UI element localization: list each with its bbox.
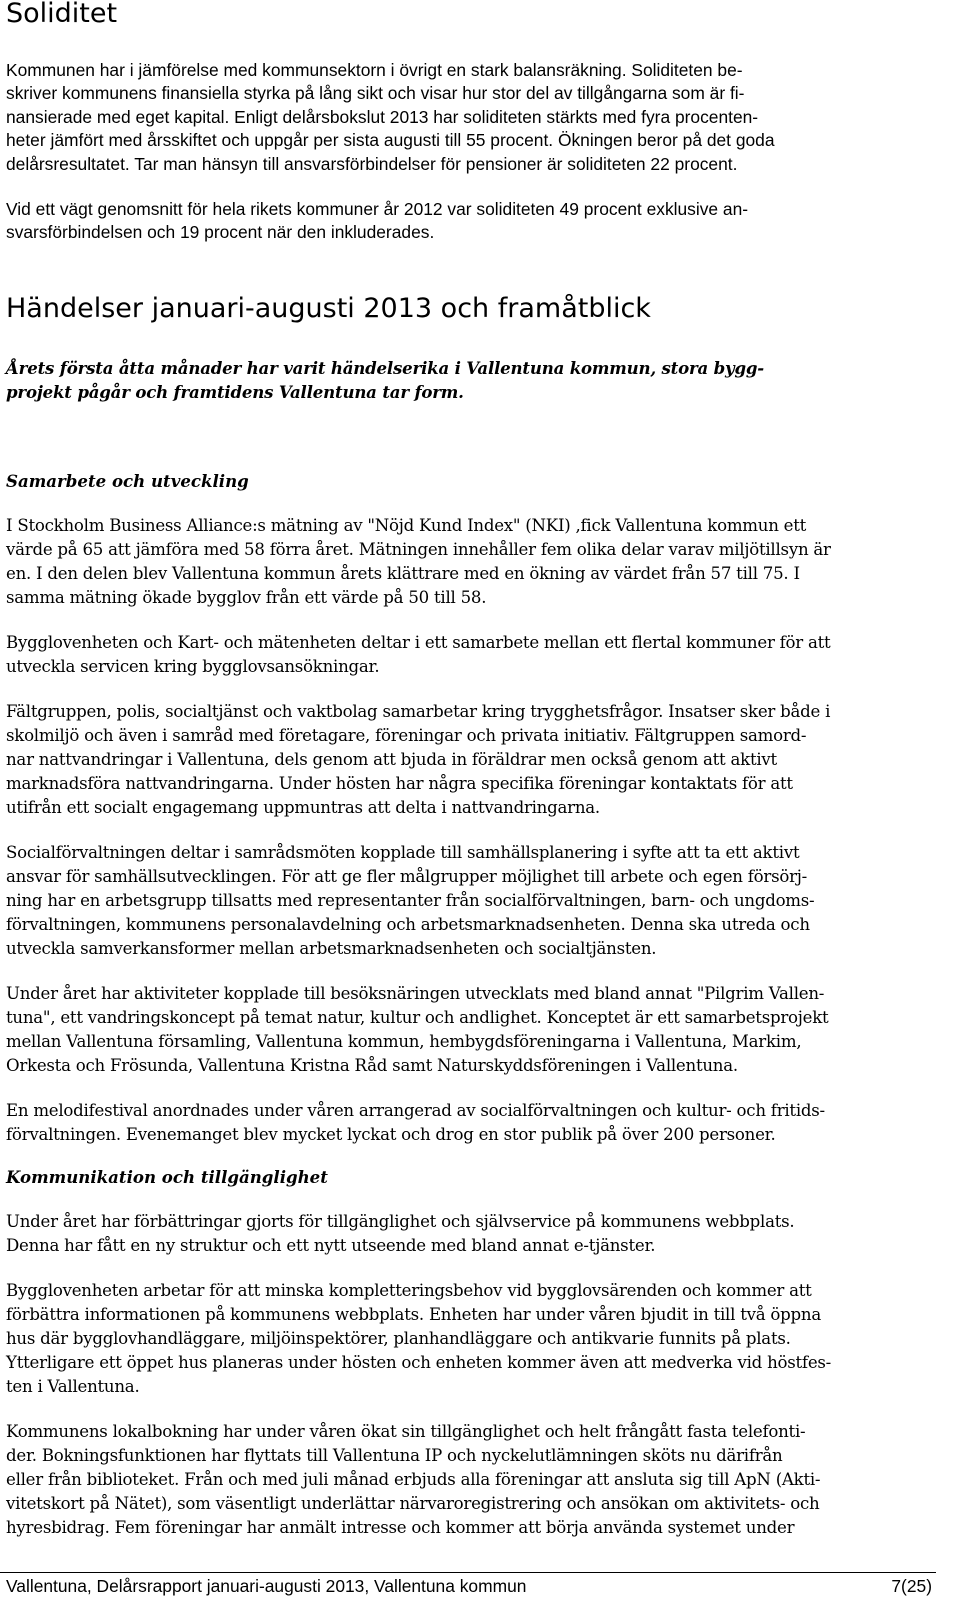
text-line: eller från biblioteket. Från och med juli månad erbjuds alla föreningar att ansluta sig till ApN (Akti- xyxy=(6,1470,821,1489)
text-line: I Stockholm Business Alliance:s mätning av "Nöjd Kund Index" (NKI) ,fick Vallentuna kommun ett xyxy=(6,516,807,535)
paragraph-soliditet-2 xyxy=(6,198,936,245)
text-line: Fältgruppen, polis, socialtjänst och vaktbolag samarbetar kring trygghetsfrågor. Insatser sker både i xyxy=(6,702,831,721)
footer-document-title: Vallentuna, Delårsrapport januari-augusti 2013, Vallentuna kommun xyxy=(6,1576,527,1596)
text-line: ansvar för samhällsutvecklingen. För att ge fler målgrupper möjlighet till arbete och egen försörj- xyxy=(6,867,808,886)
footer-page-number: 7(25) xyxy=(891,1576,932,1596)
paragraph-webbplats xyxy=(6,1210,936,1258)
text-line: Kommunens lokalbokning har under våren ökat sin tillgänglighet och helt frångått fasta telefonti- xyxy=(6,1422,806,1441)
text-line: Denna har fått en ny struktur och ett nytt utseende med bland annat e-tjänster. xyxy=(6,1236,656,1255)
text-line: värde på 65 att jämföra med 58 förra året. Mätningen innehåller fem olika delar varav miljötillsyn är xyxy=(6,540,831,559)
text-line: Under året har förbättringar gjorts för tillgänglighet och självservice på kommunens webbplats. xyxy=(6,1212,795,1231)
text-line: nansierade med eget kapital. Enligt delårsbokslut 2013 har soliditeten stärkts med fyra procenten- xyxy=(6,106,759,127)
text-line: vitetskort på Nätet), som väsentligt underlättar närvaroregistrering och ansökan om aktivitets- och xyxy=(6,1494,820,1513)
paragraph-faltgruppen xyxy=(6,700,936,820)
text-line: Bygglovenheten och Kart- och mätenheten deltar i ett samarbete mellan ett flertal kommuner för att xyxy=(6,633,831,652)
text-line: utveckla servicen kring bygglovsansökningar. xyxy=(6,657,380,676)
text-line: tuna", ett vandringskoncept på temat natur, kultur och andlighet. Konceptet är ett samarbetsprojekt xyxy=(6,1008,829,1027)
text-line: Bygglovenheten arbetar för att minska kompletteringsbehov vid bygglovsärenden och kommer att xyxy=(6,1281,812,1300)
text-line: nar nattvandringar i Vallentuna, dels genom att bjuda in föräldrar men också genom att aktivt xyxy=(6,750,777,769)
text-line: förbättra informationen på kommunens webbplats. Enheten har under våren bjudit in till två öppna xyxy=(6,1305,821,1324)
text-line: förvaltningen, kommunens personalavdelning och arbetsmarknadsenheten. Denna ska utreda och xyxy=(6,915,810,934)
text-line: ning har en arbetsgrupp tillsatts med representanter från socialförvaltningen, barn- och ungdoms- xyxy=(6,891,815,910)
paragraph-melodifestival xyxy=(6,1099,936,1147)
subheading-kommunikation: Kommunikation och tillgänglighet xyxy=(6,1167,328,1187)
paragraph-socialforvaltningen xyxy=(6,841,936,961)
text-line: der. Bokningsfunktionen har flyttats till Vallentuna IP och nyckelutlämningen sköts nu därifrån xyxy=(6,1446,783,1465)
paragraph-lokalbokning xyxy=(6,1420,936,1540)
text-line: förvaltningen. Evenemanget blev mycket lyckat och drog en stor publik på över 200 personer. xyxy=(6,1125,776,1144)
subheading-samarbete: Samarbete och utveckling xyxy=(6,471,249,491)
text-line: En melodifestival anordnades under våren arrangerad av socialförvaltningen och kultur- och fritids- xyxy=(6,1101,825,1120)
lead-paragraph xyxy=(6,356,936,404)
footer-divider xyxy=(0,1572,936,1573)
text-line: ten i Vallentuna. xyxy=(6,1377,140,1396)
section-title-soliditet: Soliditet xyxy=(6,0,118,29)
text-line: samma mätning ökade bygglov från ett värde på 50 till 58. xyxy=(6,588,487,607)
text-line: projekt pågår och framtidens Vallentuna tar form. xyxy=(6,382,464,402)
paragraph-bygglovenheten xyxy=(6,1279,936,1399)
text-line: skriver kommunens finansiella styrka på lång sikt och visar hur stor del av tillgångarna som är fi- xyxy=(6,83,745,104)
text-line: utifrån ett socialt engagemang uppmuntras att delta i nattvandringarna. xyxy=(6,798,600,817)
text-line: hus där bygglovhandläggare, miljöinspektörer, planhandläggare och antikvarie funnits på plats. xyxy=(6,1329,791,1348)
text-line: Kommunen har i jämförelse med kommunsektorn i övrigt en stark balansräkning. Soliditeten be- xyxy=(6,60,743,80)
paragraph-nki xyxy=(6,514,936,610)
text-line: en. I den delen blev Vallentuna kommun årets klättrare med en ökning av värdet från 57 till 75. I xyxy=(6,564,800,583)
paragraph-pilgrim xyxy=(6,982,936,1078)
text-line: Orkesta och Frösunda, Vallentuna Kristna Råd samt Naturskyddsföreningen i Vallentuna. xyxy=(6,1056,738,1075)
section-title-handelser: Händelser januari-augusti 2013 och framåtblick xyxy=(6,293,651,324)
text-line: Under året har aktiviteter kopplade till besöksnäringen utvecklats med bland annat "Pilgrim Vallen- xyxy=(6,984,825,1003)
text-line: utveckla samverkansformer mellan arbetsmarknadsenheten och socialtjänsten. xyxy=(6,939,657,958)
text-line: mellan Vallentuna församling, Vallentuna kommun, hembygdsföreningarna i Vallentuna, Markim, xyxy=(6,1032,802,1051)
text-line: delårsresultatet. Tar man hänsyn till ansvarsförbindelser för pensioner är soliditeten 22 procent. xyxy=(6,153,738,174)
text-line: Socialförvaltningen deltar i samrådsmöten kopplade till samhällsplanering i syfte att ta ett aktivt xyxy=(6,843,800,862)
text-line: hyresbidrag. Fem föreningar har anmält intresse och kommer att börja använda systemet under xyxy=(6,1518,795,1537)
text-line: heter jämfört med årsskiftet och uppgår per sista augusti till 55 procent. Ökningen beror på det goda xyxy=(6,130,775,151)
paragraph-bygglov-samarbete xyxy=(6,631,936,679)
text-line: Årets första åtta månader har varit händelserika i Vallentuna kommun, stora bygg- xyxy=(6,358,764,378)
text-line: skolmiljö och även i samråd med företagare, föreningar och privata initiativ. Fältgruppen samord- xyxy=(6,726,807,745)
paragraph-soliditet-1 xyxy=(6,59,936,176)
text-line: Ytterligare ett öppet hus planeras under hösten och enheten kommer även att medverka vid höstfes- xyxy=(6,1353,832,1372)
text-line: Vid ett vägt genomsnitt för hela rikets kommuner år 2012 var soliditeten 49 procent exklusive an- xyxy=(6,199,749,219)
text-line: marknadsföra nattvandringarna. Under hösten har några specifika föreningar kontaktats för att xyxy=(6,774,793,793)
text-line: svarsförbindelsen och 19 procent när den inkluderades. xyxy=(6,222,435,243)
